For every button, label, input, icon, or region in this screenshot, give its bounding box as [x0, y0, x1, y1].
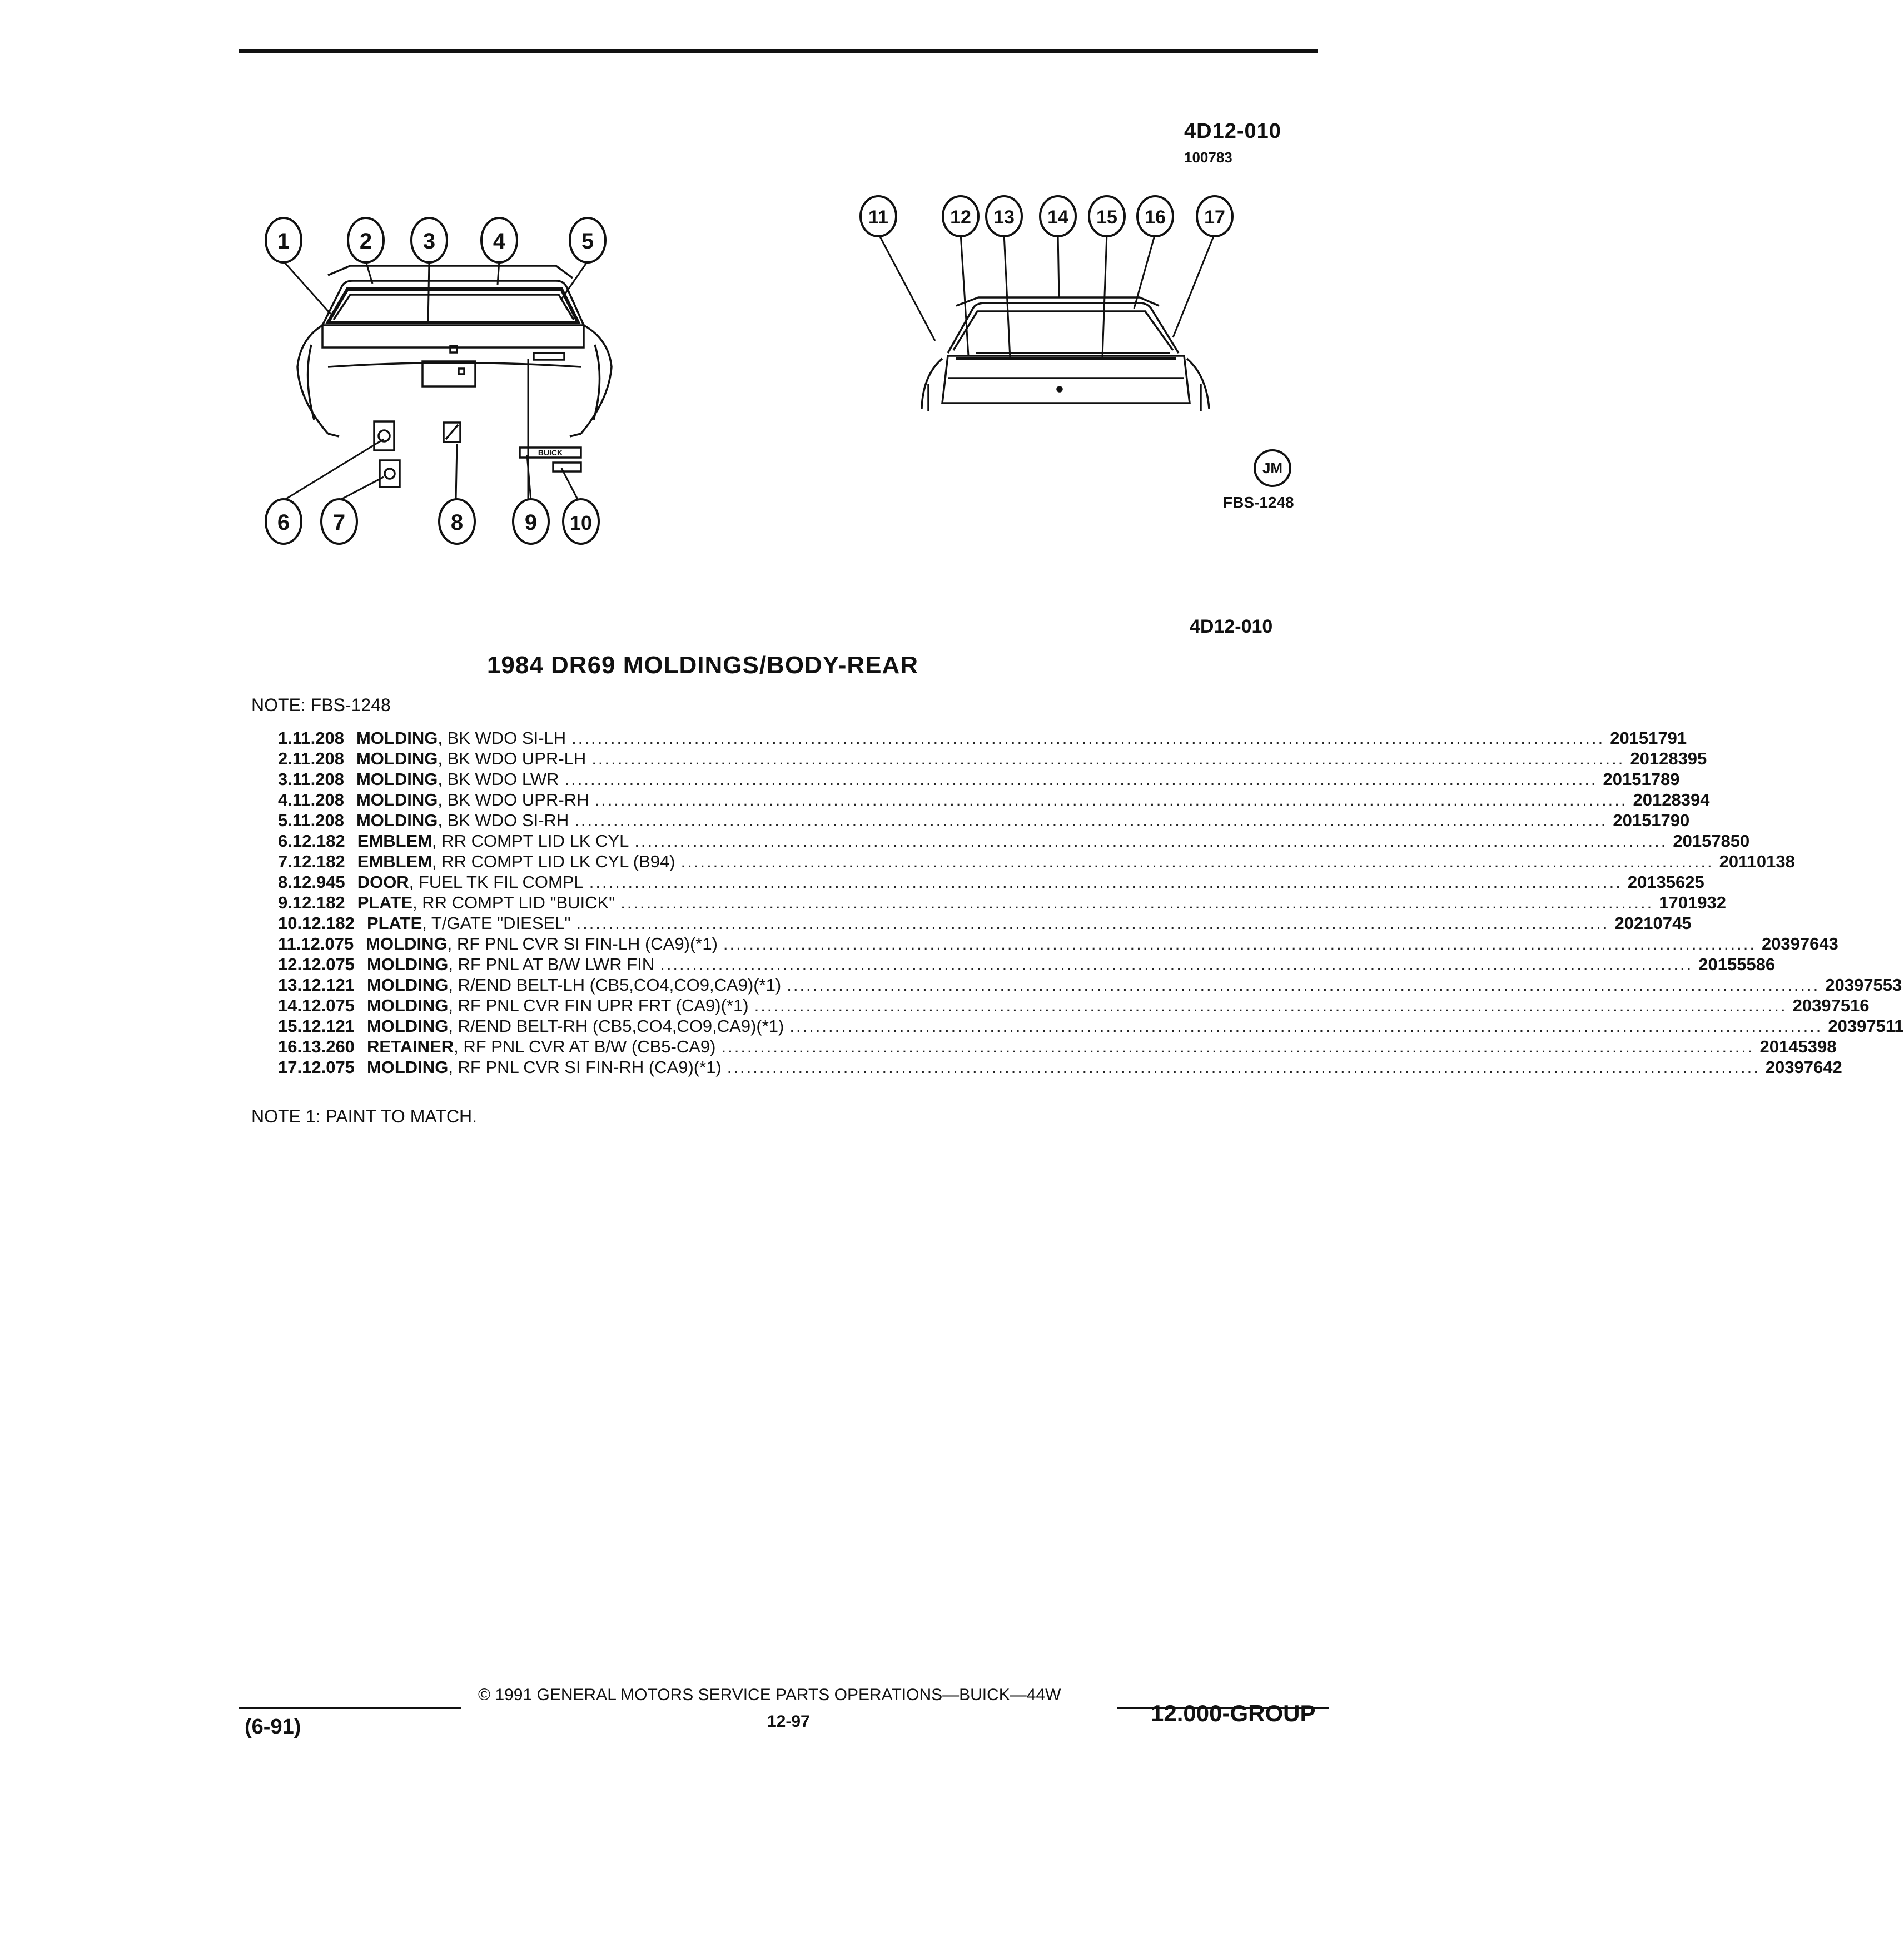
table-row [278, 1016, 1904, 1037]
part-description [367, 1037, 716, 1057]
part-name: MOLDING [356, 728, 438, 748]
part-description [357, 872, 584, 892]
part-number: 20397511 [1828, 1016, 1904, 1036]
item-number: 17. [278, 1057, 302, 1077]
section-code: 4D12-010 [1190, 616, 1273, 637]
group-number: 12.945 [292, 872, 345, 892]
item-number: 3. [278, 769, 292, 789]
parts-list [278, 728, 1904, 1078]
part-number: 20128395 [1630, 749, 1707, 768]
callout-12: 12 [950, 207, 971, 228]
part-name: RETAINER [366, 1037, 454, 1056]
part-description [366, 934, 718, 954]
leader-dots: ................................................................................................................................................................ [571, 728, 1605, 748]
table-row [278, 996, 1870, 1016]
item-number: 7. [278, 852, 292, 871]
item-number: 9. [278, 893, 292, 912]
table-row [278, 769, 1680, 790]
part-description [356, 769, 559, 789]
group-number: 11.208 [292, 728, 344, 748]
part-name: EMBLEM [357, 852, 432, 871]
group-number: 12.121 [302, 975, 355, 995]
part-name: PLATE [366, 913, 422, 933]
part-number: 20151790 [1613, 811, 1690, 830]
group-number: 12.182 [292, 831, 345, 851]
table-row [278, 749, 1707, 769]
part-detail: , RR COMPT LID "BUICK" [412, 893, 615, 912]
leader-dots: ................................................................................................................................................................ [754, 996, 1787, 1015]
part-name: MOLDING [366, 975, 449, 995]
part-number: 20397516 [1792, 996, 1870, 1015]
part-description [367, 996, 749, 1016]
figure-code: 4D12-010 [1184, 120, 1281, 143]
table-row [278, 975, 1902, 996]
top-rule [239, 49, 1318, 53]
callout-4: 4 [493, 229, 506, 254]
part-number: 20128394 [1633, 790, 1710, 809]
group-number: 12.075 [301, 934, 354, 953]
footer-rule-left [239, 1707, 461, 1709]
callout-14: 14 [1047, 207, 1068, 228]
part-number: 20110138 [1719, 852, 1795, 871]
leader-dots: ................................................................................................................................................................ [723, 934, 1756, 953]
item-number: 15. [278, 1016, 302, 1036]
group-number: 12.075 [302, 955, 355, 974]
group-number: 12.075 [302, 996, 355, 1015]
group-number: 11.208 [292, 749, 344, 768]
jm-logo: JM [1254, 449, 1291, 487]
leader-dots: ................................................................................................................................................................ [787, 975, 1820, 995]
item-number: 4. [278, 790, 292, 809]
part-number: 20397643 [1761, 934, 1838, 953]
leader-dots: ................................................................................................................................................................ [721, 1037, 1754, 1056]
table-row [278, 872, 1704, 893]
part-number: 20151789 [1603, 769, 1680, 789]
part-number: 1701932 [1659, 893, 1726, 912]
footer-group: 12.000-GROUP [1151, 1700, 1316, 1726]
part-detail: , RF PNL CVR FIN UPR FRT (CA9)(*1) [448, 996, 749, 1015]
part-detail: , RF PNL CVR SI FIN-LH (CA9)(*1) [447, 934, 718, 953]
date-code: 100783 [1184, 149, 1232, 166]
table-row [278, 934, 1838, 955]
callout-6: 6 [277, 510, 290, 535]
part-description [367, 1016, 784, 1036]
item-number: 2. [278, 749, 292, 768]
table-row [278, 811, 1690, 831]
callout-13: 13 [993, 207, 1015, 228]
part-number: 20397553 [1825, 975, 1902, 995]
part-name: MOLDING [356, 749, 438, 768]
leader-dots: ................................................................................................................................................................ [660, 955, 1693, 974]
group-number: 11.208 [292, 811, 344, 830]
part-name: MOLDING [356, 769, 438, 789]
right-illustration [839, 192, 1295, 425]
item-number: 8. [278, 872, 292, 892]
leader-dots: ................................................................................................................................................................ [574, 811, 1608, 830]
part-name: MOLDING [366, 934, 448, 953]
part-detail: , RR COMPT LID LK CYL (B94) [432, 852, 675, 871]
group-number: 12.075 [302, 1057, 355, 1077]
item-number: 5. [278, 811, 292, 830]
callout-2: 2 [359, 229, 372, 254]
leader-dots: ................................................................................................................................................................ [591, 749, 1625, 768]
footer-page-number: 12-97 [767, 1712, 810, 1731]
callout-17: 17 [1204, 207, 1225, 228]
footer-copyright: © 1991 GENERAL MOTORS SERVICE PARTS OPERATIONS—BUICK—44W [478, 1686, 1061, 1704]
callout-8: 8 [450, 510, 464, 535]
callout-11: 11 [868, 207, 888, 228]
item-number: 14. [278, 996, 302, 1015]
table-row [278, 955, 1776, 975]
callout-9: 9 [524, 510, 538, 535]
part-detail: , BK WDO UPR-LH [438, 749, 586, 768]
item-number: 1. [278, 728, 292, 748]
group-number: 13.260 [302, 1037, 355, 1056]
figure-fbs-code: FBS-1248 [1223, 494, 1294, 511]
part-detail: , FUEL TK FIL COMPL [409, 872, 584, 892]
part-number: 20145398 [1759, 1037, 1837, 1056]
item-number: 10. [278, 913, 302, 933]
part-detail: , RR COMPT LID LK CYL [432, 831, 629, 851]
part-description [367, 975, 781, 995]
table-row [278, 790, 1710, 811]
part-description [357, 852, 675, 872]
item-number: 12. [278, 955, 302, 974]
part-description [367, 913, 571, 933]
table-row [278, 1057, 1842, 1078]
leader-dots: ................................................................................................................................................................ [680, 852, 1714, 871]
callout-16: 16 [1145, 207, 1166, 228]
part-description [356, 811, 569, 831]
leader-dots: ................................................................................................................................................................ [620, 893, 1654, 912]
table-row [278, 728, 1687, 749]
part-detail: , BK WDO UPR-RH [438, 790, 589, 809]
part-detail: , T/GATE "DIESEL" [422, 913, 571, 933]
group-number: 12.182 [302, 913, 355, 933]
note-header: NOTE: FBS-1248 [251, 695, 391, 715]
table-row [278, 852, 1795, 872]
group-number: 12.182 [292, 852, 345, 871]
group-number: 12.182 [292, 893, 345, 912]
part-name: MOLDING [366, 1016, 449, 1036]
part-detail: , BK WDO LWR [438, 769, 559, 789]
part-detail: , R/END BELT-RH (CB5,CO4,CO9,CA9)(*1) [448, 1016, 784, 1036]
callout-15: 15 [1096, 207, 1117, 228]
part-number: 20157850 [1673, 831, 1750, 851]
part-name: DOOR [357, 872, 409, 892]
part-number: 20155586 [1698, 955, 1776, 974]
item-number: 13. [278, 975, 302, 995]
note-1: NOTE 1: PAINT TO MATCH. [251, 1106, 477, 1126]
part-detail: , BK WDO SI-LH [438, 728, 566, 748]
item-number: 6. [278, 831, 292, 851]
part-description [367, 1057, 722, 1077]
leader-dots: ................................................................................................................................................................ [576, 913, 1609, 933]
leader-dots: ................................................................................................................................................................ [634, 831, 1668, 851]
callout-1: 1 [277, 229, 290, 254]
part-detail: , RF PNL AT B/W LWR FIN [448, 955, 655, 974]
part-description [356, 749, 586, 769]
part-description [367, 955, 654, 975]
item-number: 16. [278, 1037, 302, 1056]
part-description [356, 790, 589, 810]
table-row [278, 913, 1692, 934]
part-name: MOLDING [366, 1057, 449, 1077]
leader-dots: ................................................................................................................................................................ [589, 872, 1622, 892]
group-number: 12.121 [302, 1016, 355, 1036]
part-number: 20151791 [1610, 728, 1687, 748]
part-detail: , RF PNL CVR SI FIN-RH (CA9)(*1) [448, 1057, 722, 1077]
callout-3: 3 [422, 229, 436, 254]
part-name: MOLDING [366, 955, 449, 974]
leader-dots: ................................................................................................................................................................ [727, 1057, 1760, 1077]
group-number: 11.208 [292, 790, 344, 809]
part-detail: , R/END BELT-LH (CB5,CO4,CO9,CA9)(*1) [448, 975, 782, 995]
leader-dots: ................................................................................................................................................................ [594, 790, 1628, 809]
table-row [278, 831, 1750, 852]
left-illustration [245, 200, 667, 567]
page-title: 1984 DR69 MOLDINGS/BODY-REAR [486, 652, 919, 679]
part-name: MOLDING [356, 811, 438, 830]
part-description [357, 893, 615, 913]
part-detail: , BK WDO SI-RH [438, 811, 569, 830]
callout-5: 5 [581, 229, 594, 254]
group-number: 11.208 [292, 769, 344, 789]
part-description [356, 728, 566, 748]
leader-dots: ................................................................................................................................................................ [789, 1016, 1823, 1036]
table-row [278, 1037, 1837, 1057]
part-number: 20135625 [1627, 872, 1704, 892]
part-description [357, 831, 629, 851]
part-number: 20397642 [1765, 1057, 1842, 1077]
part-number: 20210745 [1614, 913, 1692, 933]
part-name: MOLDING [366, 996, 449, 1015]
part-name: MOLDING [356, 790, 438, 809]
table-row [278, 893, 1726, 913]
svg-text:BUICK: BUICK [538, 448, 563, 457]
part-name: EMBLEM [357, 831, 432, 851]
footer-date: (6-91) [245, 1715, 301, 1739]
callout-7: 7 [332, 510, 346, 535]
leader-dots: ................................................................................................................................................................ [564, 769, 1598, 789]
part-name: PLATE [357, 893, 412, 912]
part-detail: , RF PNL CVR AT B/W (CB5-CA9) [454, 1037, 716, 1056]
item-number: 11. [278, 934, 301, 953]
callout-10: 10 [569, 511, 593, 534]
